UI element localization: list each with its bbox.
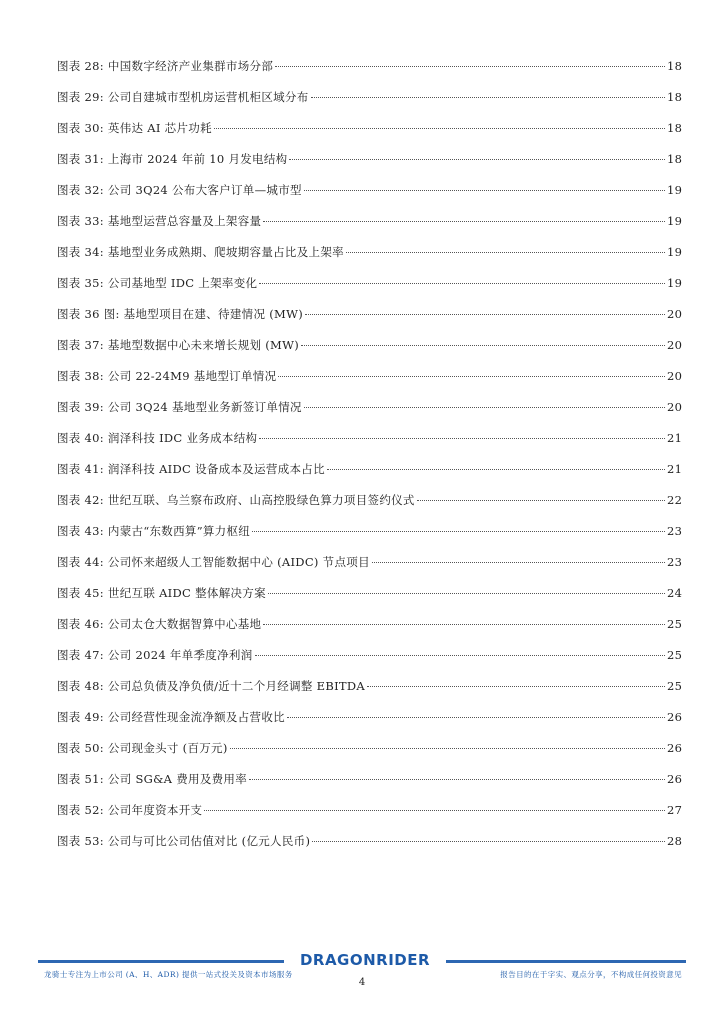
toc-leader-dots <box>263 221 665 222</box>
toc-entry[interactable] <box>57 151 681 182</box>
toc-entry[interactable] <box>57 58 681 89</box>
toc-entry[interactable] <box>57 244 681 275</box>
toc-entry-page: 18 <box>667 121 683 135</box>
toc-entry-page: 26 <box>667 772 683 786</box>
toc-entry[interactable] <box>57 523 681 554</box>
toc-leader-dots <box>252 531 665 532</box>
footer-disclaimer-left: 龙骑士专注为上市公司 (A、H、ADR) 提供一站式投关及资本市场服务 <box>44 970 293 979</box>
toc-entry-label: 图表 43: 内蒙古“东数西算”算力枢纽 <box>57 524 251 538</box>
toc-leader-dots <box>289 159 665 160</box>
toc-leader-dots <box>327 469 665 470</box>
toc-entry[interactable] <box>57 833 681 864</box>
toc-entry[interactable] <box>57 368 681 399</box>
toc-entry-page: 20 <box>667 307 683 321</box>
toc-leader-dots <box>278 376 665 377</box>
brand-logo: DRAGONRIDER <box>299 951 431 969</box>
toc-entry-page: 23 <box>667 524 683 538</box>
toc-entry-label: 图表 35: 公司基地型 IDC 上架率变化 <box>57 276 258 290</box>
toc-entry[interactable] <box>57 585 681 616</box>
toc-entry[interactable] <box>57 771 681 802</box>
footer-divider-left <box>38 960 284 963</box>
toc-entry-label: 图表 51: 公司 SG&A 费用及费用率 <box>57 772 248 786</box>
toc-entry[interactable] <box>57 678 681 709</box>
toc-leader-dots <box>230 748 665 749</box>
toc-entry-page: 27 <box>667 803 683 817</box>
toc-entry[interactable] <box>57 740 681 771</box>
toc-entry[interactable] <box>57 802 681 833</box>
toc-entry-label: 图表 30: 英伟达 AI 芯片功耗 <box>57 121 212 135</box>
toc-entry-label: 图表 32: 公司 3Q24 公布大客户订单—城市型 <box>57 183 302 197</box>
toc-entry[interactable] <box>57 120 681 151</box>
toc-entry-page: 21 <box>667 462 683 476</box>
toc-entry-label: 图表 50: 公司现金头寸 (百万元) <box>57 741 228 755</box>
toc-entry-label: 图表 34: 基地型业务成熟期、爬坡期容量占比及上架率 <box>57 245 344 259</box>
toc-entry[interactable] <box>57 182 681 213</box>
toc-leader-dots <box>214 128 665 129</box>
toc-entry-page: 20 <box>667 400 683 414</box>
toc-entry-label: 图表 31: 上海市 2024 年前 10 月发电结构 <box>57 152 288 166</box>
toc-entry-page: 25 <box>667 617 683 631</box>
toc-entry[interactable] <box>57 399 681 430</box>
toc-entry-page: 26 <box>667 710 683 724</box>
toc-entry-page: 25 <box>667 648 683 662</box>
toc-entry[interactable] <box>57 306 681 337</box>
toc-entry-label: 图表 36 图: 基地型项目在建、待建情况 (MW) <box>57 307 303 321</box>
toc-entry-label: 图表 39: 公司 3Q24 基地型业务新签订单情况 <box>57 400 302 414</box>
toc-leader-dots <box>311 97 665 98</box>
toc-entry-label: 图表 44: 公司怀来超级人工智能数据中心 (AIDC) 节点项目 <box>57 555 370 569</box>
toc-entry-page: 18 <box>667 152 683 166</box>
toc-entry-label: 图表 29: 公司自建城市型机房运营机柜区域分布 <box>57 90 309 104</box>
toc-entry[interactable] <box>57 430 681 461</box>
toc-entry-label: 图表 47: 公司 2024 年单季度净利润 <box>57 648 253 662</box>
toc-leader-dots <box>305 314 665 315</box>
toc-entry-page: 24 <box>667 586 683 600</box>
toc-leader-dots <box>255 655 666 656</box>
toc-leader-dots <box>346 252 665 253</box>
toc-entry-label: 图表 38: 公司 22-24M9 基地型订单情况 <box>57 369 277 383</box>
toc-entry-page: 18 <box>667 90 683 104</box>
toc-entry-label: 图表 49: 公司经营性现金流净额及占营收比 <box>57 710 285 724</box>
toc-leader-dots <box>249 779 665 780</box>
toc-leader-dots <box>287 717 665 718</box>
toc-entry-page: 19 <box>667 276 683 290</box>
toc-entry[interactable] <box>57 337 681 368</box>
toc-leader-dots <box>275 66 665 67</box>
toc-entry-page: 19 <box>667 245 683 259</box>
toc-entry-page: 26 <box>667 741 683 755</box>
toc-entry-label: 图表 41: 润泽科技 AIDC 设备成本及运营成本占比 <box>57 462 325 476</box>
footer-divider-right <box>446 960 686 963</box>
toc-entry-label: 图表 53: 公司与可比公司估值对比 (亿元人民币) <box>57 834 311 848</box>
toc-entry[interactable] <box>57 275 681 306</box>
toc-leader-dots <box>367 686 665 687</box>
toc-leader-dots <box>268 593 665 594</box>
toc-entry[interactable] <box>57 616 681 647</box>
toc-leader-dots <box>259 283 665 284</box>
toc-entry-page: 18 <box>667 59 683 73</box>
toc-leader-dots <box>417 500 665 501</box>
toc-leader-dots <box>204 810 665 811</box>
toc-leader-dots <box>372 562 665 563</box>
toc-entry-page: 19 <box>667 183 683 197</box>
toc-entry[interactable] <box>57 213 681 244</box>
toc-entry-label: 图表 37: 基地型数据中心未来增长规划 (MW) <box>57 338 300 352</box>
footer-disclaimer-right: 报告目的在于字实、观点分享，不构成任何投资意见 <box>500 970 682 979</box>
toc-leader-dots <box>263 624 665 625</box>
toc-entry[interactable] <box>57 492 681 523</box>
toc-leader-dots <box>259 438 665 439</box>
toc-entry-label: 图表 52: 公司年度资本开支 <box>57 803 203 817</box>
toc-entry-page: 19 <box>667 214 683 228</box>
toc-leader-dots <box>304 407 665 408</box>
toc-entry-label: 图表 45: 世纪互联 AIDC 整体解决方案 <box>57 586 266 600</box>
toc-entry-page: 20 <box>667 369 683 383</box>
toc-entry[interactable] <box>57 709 681 740</box>
toc-entry-label: 图表 33: 基地型运营总容量及上架容量 <box>57 214 262 228</box>
toc-entry-label: 图表 48: 公司总负债及净负债/近十二个月经调整 EBITDA <box>57 679 366 693</box>
toc-leader-dots <box>304 190 665 191</box>
toc-entry-page: 28 <box>667 834 683 848</box>
table-of-figures <box>57 58 681 864</box>
toc-entry-label: 图表 42: 世纪互联、乌兰察布政府、山高控股绿色算力项目签约仪式 <box>57 493 415 507</box>
toc-entry[interactable] <box>57 554 681 585</box>
toc-entry[interactable] <box>57 647 681 678</box>
toc-entry-page: 21 <box>667 431 683 445</box>
toc-entry[interactable] <box>57 89 681 120</box>
toc-entry-label: 图表 40: 润泽科技 IDC 业务成本结构 <box>57 431 258 445</box>
toc-entry-page: 20 <box>667 338 683 352</box>
toc-entry-page: 25 <box>667 679 683 693</box>
toc-entry-label: 图表 28: 中国数字经济产业集群市场分部 <box>57 59 274 73</box>
toc-leader-dots <box>312 841 665 842</box>
toc-entry-page: 23 <box>667 555 683 569</box>
toc-entry-page: 22 <box>667 493 683 507</box>
page-number: 4 <box>358 977 366 988</box>
toc-entry[interactable] <box>57 461 681 492</box>
toc-entry-label: 图表 46: 公司太仓大数据智算中心基地 <box>57 617 262 631</box>
toc-leader-dots <box>301 345 665 346</box>
